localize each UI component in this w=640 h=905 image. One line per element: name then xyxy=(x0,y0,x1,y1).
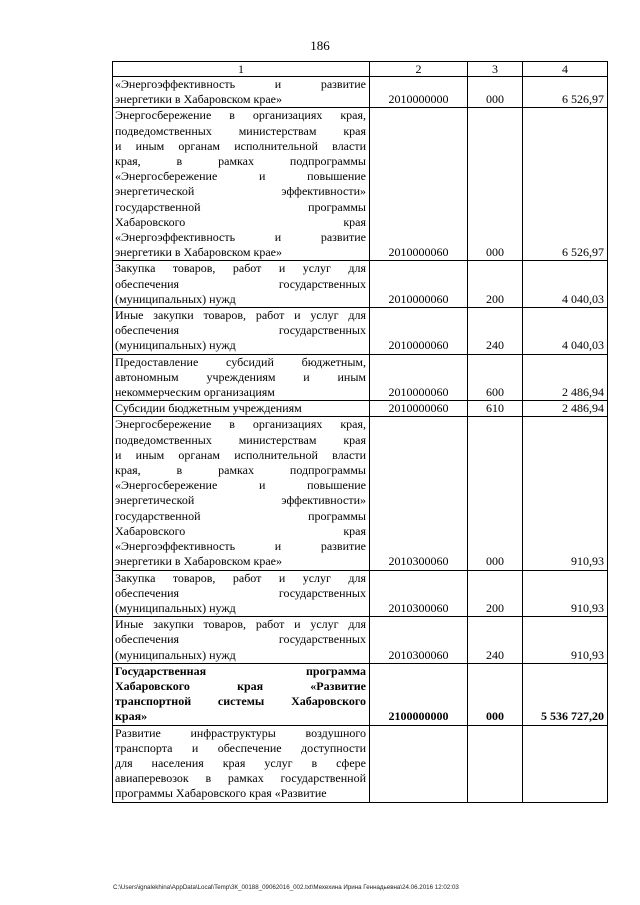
description-line: авиаперевозок в рамках государственной xyxy=(115,771,366,786)
table-row xyxy=(113,617,608,664)
row-expense-type: 000 xyxy=(468,663,523,725)
description-line: энергетики в Хабаровском крае» xyxy=(115,245,282,260)
description-line: автономным учреждениям и иным xyxy=(115,369,366,384)
row-code: 2010300060 xyxy=(370,570,468,617)
row-code: 2010000060 xyxy=(370,261,468,308)
row-description xyxy=(113,417,370,570)
row-expense-type: 240 xyxy=(468,617,523,664)
description-line: Энергосбережение в организациях края, xyxy=(115,108,366,123)
header-col-4: 4 xyxy=(523,62,608,77)
row-amount: 4 040,03 xyxy=(523,308,608,355)
description-line: «Энергосбережение и повышение xyxy=(115,478,366,493)
row-amount: 6 526,97 xyxy=(523,77,608,108)
row-description xyxy=(113,308,370,355)
row-amount: 4 040,03 xyxy=(523,261,608,308)
description-line: энергетической эффективности» xyxy=(115,184,366,199)
table-row xyxy=(113,417,608,570)
description-line: Энергосбережение в организациях края, xyxy=(115,417,366,432)
description-line: транспортной системы Хабаровского xyxy=(115,694,366,709)
description-line: Иные закупки товаров, работ и услуг для xyxy=(115,308,366,323)
row-amount xyxy=(523,725,608,802)
description-line: (муниципальных) нужд xyxy=(115,600,236,615)
row-amount: 910,93 xyxy=(523,570,608,617)
description-line: Хабаровского края xyxy=(115,214,366,229)
description-line: программы Хабаровского края «Развитие xyxy=(115,786,327,801)
description-line: «Энергосбережение и повышение xyxy=(115,169,366,184)
description-line: Субсидии бюджетным учреждениям xyxy=(115,401,302,416)
row-expense-type: 600 xyxy=(468,354,523,401)
description-line: обеспечения государственных xyxy=(115,632,366,647)
description-line: государственной программы xyxy=(115,199,366,214)
header-col-1: 1 xyxy=(113,62,370,77)
description-line: Закупка товаров, работ и услуг для xyxy=(115,261,366,276)
row-description xyxy=(113,77,370,108)
table-row xyxy=(113,663,608,725)
description-line: (муниципальных) нужд xyxy=(115,647,236,662)
description-line: энергетической эффективности» xyxy=(115,493,366,508)
description-line: края» xyxy=(115,709,148,724)
description-line: подведомственных министерствам края xyxy=(115,432,366,447)
description-line: и иным органам исполнительной власти xyxy=(115,447,366,462)
row-amount: 2 486,94 xyxy=(523,401,608,417)
header-col-2: 2 xyxy=(370,62,468,77)
row-code: 2010300060 xyxy=(370,417,468,570)
row-description xyxy=(113,570,370,617)
table-row xyxy=(113,725,608,802)
description-line: транспорта и обеспечение доступности xyxy=(115,740,366,755)
description-line: подведомственных министерствам края xyxy=(115,123,366,138)
description-line: «Энергоэффективность и развитие xyxy=(115,539,366,554)
row-description xyxy=(113,261,370,308)
row-code: 2100000000 xyxy=(370,663,468,725)
row-expense-type xyxy=(468,725,523,802)
description-line: Хабаровского края «Развитие xyxy=(115,678,366,693)
row-amount: 5 536 727,20 xyxy=(523,663,608,725)
description-line: края, в рамках подпрограммы xyxy=(115,463,366,478)
table-row xyxy=(113,308,608,355)
row-code xyxy=(370,725,468,802)
footer-file-path: C:\Users\ignalekhina\AppData\Local\Temp\3К_00188_09062016_002.txt\Мехехина Ирина Геннадьевна\24.06.2016 12:02:03 xyxy=(113,884,459,891)
description-line: Закупка товаров, работ и услуг для xyxy=(115,570,366,585)
description-line: государственной программы xyxy=(115,508,366,523)
row-expense-type: 610 xyxy=(468,401,523,417)
description-line: обеспечения государственных xyxy=(115,323,366,338)
row-description xyxy=(113,401,370,417)
row-code: 2010000060 xyxy=(370,354,468,401)
description-line: обеспечения государственных xyxy=(115,276,366,291)
description-line: (муниципальных) нужд xyxy=(115,291,236,306)
description-line: для населения края услуг в сфере xyxy=(115,755,366,770)
table-row xyxy=(113,401,608,417)
row-expense-type: 000 xyxy=(468,77,523,108)
row-amount: 910,93 xyxy=(523,617,608,664)
row-code: 2010000060 xyxy=(370,401,468,417)
description-line: Иные закупки товаров, работ и услуг для xyxy=(115,617,366,632)
row-description xyxy=(113,108,370,261)
row-amount: 6 526,97 xyxy=(523,108,608,261)
description-line: обеспечения государственных xyxy=(115,585,366,600)
row-description xyxy=(113,663,370,725)
description-line: некоммерческим организациям xyxy=(115,385,275,400)
description-line: «Энергоэффективность и развитие xyxy=(115,77,366,91)
description-line: Хабаровского края xyxy=(115,523,366,538)
header-col-3: 3 xyxy=(468,62,523,77)
row-description xyxy=(113,617,370,664)
table-row xyxy=(113,570,608,617)
row-amount: 2 486,94 xyxy=(523,354,608,401)
table-row xyxy=(113,354,608,401)
row-expense-type: 200 xyxy=(468,261,523,308)
table-row xyxy=(113,108,608,261)
description-line: Развитие инфраструктуры воздушного xyxy=(115,725,366,740)
row-description xyxy=(113,725,370,802)
row-description xyxy=(113,354,370,401)
row-expense-type: 000 xyxy=(468,417,523,570)
description-line: энергетики в Хабаровском крае» xyxy=(115,554,282,569)
table-header-row xyxy=(113,62,608,77)
table-row xyxy=(113,261,608,308)
row-expense-type: 000 xyxy=(468,108,523,261)
budget-table xyxy=(112,61,608,803)
description-line: и иным органам исполнительной власти xyxy=(115,138,366,153)
description-line: энергетики в Хабаровском крае» xyxy=(115,92,282,107)
row-code: 2010000060 xyxy=(370,308,468,355)
row-expense-type: 240 xyxy=(468,308,523,355)
page-number: 186 xyxy=(310,38,330,53)
description-line: края, в рамках подпрограммы xyxy=(115,154,366,169)
row-expense-type: 200 xyxy=(468,570,523,617)
table-row xyxy=(113,77,608,108)
row-code: 2010000000 xyxy=(370,77,468,108)
row-code: 2010300060 xyxy=(370,617,468,664)
description-line: Предоставление субсидий бюджетным, xyxy=(115,354,366,369)
row-amount: 910,93 xyxy=(523,417,608,570)
description-line: Государственная программа xyxy=(115,663,366,678)
description-line: «Энергоэффективность и развитие xyxy=(115,230,366,245)
description-line: (муниципальных) нужд xyxy=(115,338,236,353)
row-code: 2010000060 xyxy=(370,108,468,261)
